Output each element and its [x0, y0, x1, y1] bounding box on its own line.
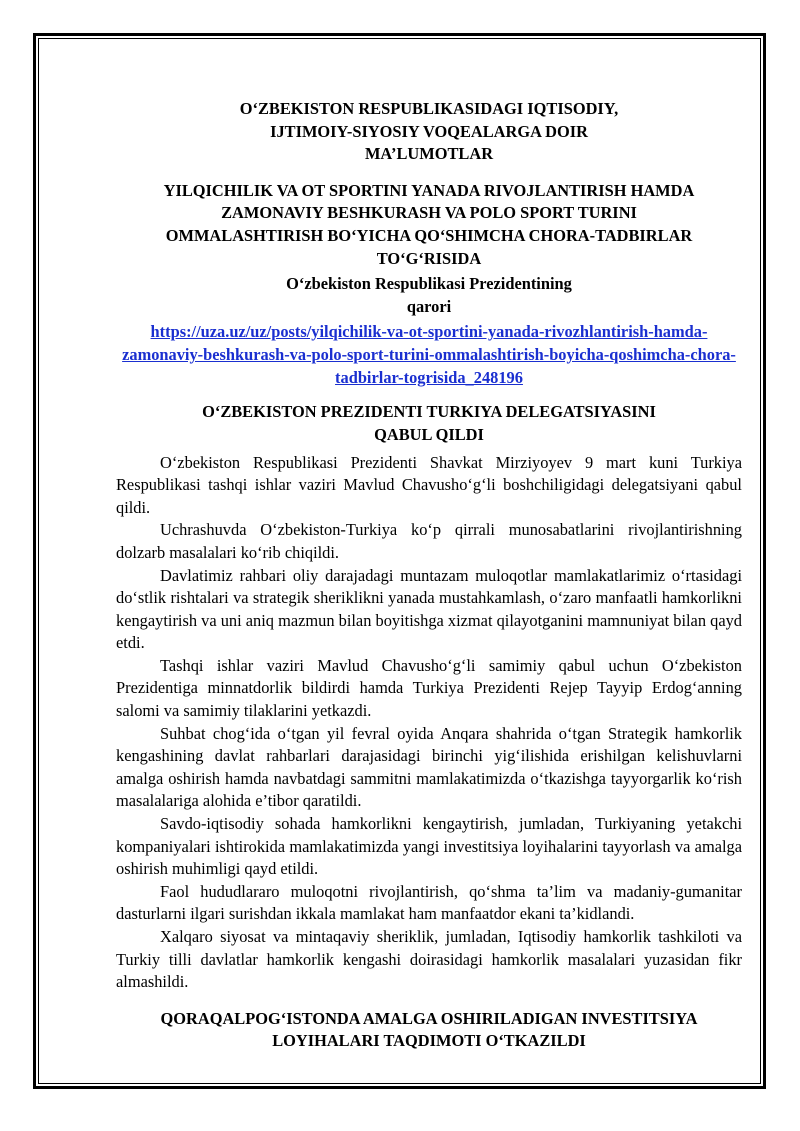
document-body: [116, 98, 742, 1053]
decree-type: qarori: [406, 296, 452, 316]
next-article-title-line: QORAQALPOG‘ISTONDA AMALGA OSHIRILADIGAN INVESTITSIYA: [160, 1008, 698, 1028]
section-header-line: MA’LUMOTLAR: [364, 144, 494, 164]
article-paragraph: Uchrashuvda O‘zbekiston-Turkiya ko‘p qirrali munosabatlarini rivojlantirishning dolzarb masalalari ko‘rib chiqildi.: [116, 520, 742, 562]
decree-link[interactable]: https://uza.uz/uz/posts/yilqichilik-va-ot-sportini-yanada-rivozhlantirish-hamda-zamonaviy-beshkurash-va-polo-sport-turini-ommalashtirish-boyicha-qoshimcha-chora-tadbirlar-togrisida_248196: [122, 322, 736, 388]
section-header-line: IJTIMOIY-SIYOSIY VOQEALARGA DOIR: [270, 121, 588, 141]
decree-title-line: ZAMONAVIY BESHKURASH VA POLO SPORT TURINI: [221, 203, 637, 223]
article-paragraph: Xalqaro siyosat va mintaqaviy sheriklik, jumladan, Iqtisodiy hamkorlik tashkiloti va Turkiy tilli davlatlar hamkorlik kengashi doirasidagi hamkorlik masalalari yuzasidan fikr almashildi.: [116, 927, 742, 992]
decree-title-line: TO‘G‘RISIDA: [376, 248, 482, 268]
article-paragraph: Faol hududlararo muloqotni rivojlantirish, qo‘shma ta’lim va madaniy-gumanitar dasturlarni ilgari surishdan ikkala mamlakat ham manfaatdor ekani ta’kidlandi.: [116, 881, 742, 924]
decree-issuer: O‘zbekiston Respublikasi Prezidentining: [286, 274, 572, 294]
next-article-title-line: LOYIHALARI TAQDIMOTI O‘TKAZILDI: [272, 1031, 586, 1051]
article-paragraph: O‘zbekiston Respublikasi Prezidenti Shavkat Mirziyoyev 9 mart kuni Turkiya Respublikasi tashqi ishlar vaziri Mavlud Chavusho‘g‘li boshchiligidagi delegatsiyani qabul qildi.: [116, 452, 742, 517]
article-title-line: O‘ZBEKISTON PREZIDENTI TURKIYA DELEGATSIYASINI: [202, 402, 656, 422]
section-header-line: O‘ZBEKISTON RESPUBLIKASIDAGI IQTISODIY,: [239, 99, 619, 118]
article-paragraph: Tashqi ishlar vaziri Mavlud Chavusho‘g‘li samimiy qabul uchun O‘zbekiston Prezidentiga minnatdorlik bildirdi hamda Turkiya Prezidenti Rejep Tayyip Erdog‘anning salomi va samimiy tilaklarini yetkazdi.: [116, 655, 742, 721]
article-paragraph: Suhbat chog‘ida o‘tgan yil fevral oyida Anqara shahrida o‘tgan Strategik hamkorlik kengashining davlat rahbarlari darajasidagi birinchi yig‘ilishida erishilgan kelishuvlarni amalga oshirish hamda navbatdagi sammitni mamlakatimizda o‘tkazishga tayyorgarlik ko‘rish masalalariga alohida e’tibor qaratildi.: [116, 723, 742, 811]
decree-title-line: OMMALASHTIRISH BO‘YICHA QO‘SHIMCHA CHORA-TADBIRLAR: [165, 225, 693, 245]
article-paragraph: Davlatimiz rahbari oliy darajadagi muntazam muloqotlar mamlakatlarimiz o‘rtasidagi do‘stlik rishtalari va strategik sheriklikni yanada mustahkamlash, o‘zaro manfaatli hamkorlikni kengaytirish va uni aniq mazmun bilan boyitishga xizmat qilayotganini mamnuniyat bilan qayd etdi.: [116, 565, 742, 653]
article-title-line: QABUL QILDI: [374, 424, 484, 444]
article-paragraph: Savdo-iqtisodiy sohada hamkorlikni kengaytirish, jumladan, Turkiyaning yetakchi kompaniyalari ishtirokida mamlakatimizda yangi investitsiya loyihalarini tayyorlash va amalga oshirish muhimligi qayd etildi.: [116, 814, 742, 879]
decree-title-line: YILQICHILIK VA OT SPORTINI YANADA RIVOJLANTIRISH HAMDA: [163, 180, 695, 200]
